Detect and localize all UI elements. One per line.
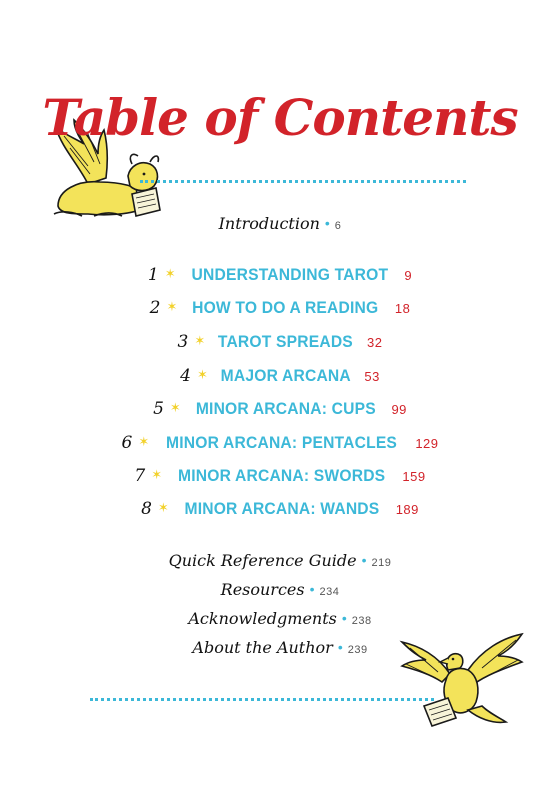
toc-chapter-8[interactable]	[0, 499, 560, 519]
chapter-number: 1	[147, 265, 159, 285]
dot-icon: •	[361, 552, 367, 568]
entry-page: 238	[351, 615, 372, 627]
chapter-page: 53	[364, 369, 380, 384]
chapter-title: MINOR ARCANA: SWORDS	[178, 466, 386, 485]
toc-chapter-2[interactable]	[0, 298, 560, 318]
toc-entry-quick-reference[interactable]	[0, 551, 560, 571]
chapter-number: 4	[180, 366, 191, 386]
entry-page: 6	[334, 220, 342, 232]
star-icon: ✶	[138, 434, 150, 449]
star-icon: ✶	[157, 500, 169, 515]
page-title: Table of Contents	[42, 88, 518, 147]
entry-label: Acknowledgments	[188, 609, 337, 628]
toc-chapter-1[interactable]	[0, 265, 560, 285]
chapter-number: 7	[134, 466, 146, 486]
top-dotted-divider	[140, 180, 466, 183]
chapter-title: MAJOR ARCANA	[220, 366, 351, 385]
toc-entry-introduction[interactable]	[0, 214, 560, 234]
eagle-with-book-icon	[398, 626, 526, 734]
star-icon: ✶	[196, 367, 208, 382]
star-icon: ✶	[169, 400, 181, 415]
dot-icon: •	[309, 581, 315, 597]
chapter-page: 159	[402, 469, 426, 484]
star-icon: ✶	[194, 333, 206, 348]
entry-page: 239	[347, 644, 368, 656]
star-icon: ✶	[164, 266, 176, 281]
toc-entry-resources[interactable]	[0, 580, 560, 600]
entry-label: Resources	[220, 580, 305, 599]
star-icon: ✶	[151, 467, 163, 482]
chapter-page: 9	[404, 268, 413, 283]
chapter-page: 32	[367, 335, 383, 350]
toc-chapter-3[interactable]	[0, 332, 560, 352]
chapter-title: UNDERSTANDING TAROT	[191, 265, 388, 284]
toc-chapter-4[interactable]	[0, 366, 560, 386]
chapter-page: 99	[391, 402, 407, 417]
bottom-dotted-divider	[90, 698, 434, 701]
entry-page: 219	[371, 557, 392, 569]
toc-chapter-5[interactable]	[0, 399, 560, 419]
chapter-page: 129	[415, 436, 439, 451]
chapter-number: 5	[153, 399, 164, 419]
chapter-number: 3	[177, 332, 189, 352]
chapter-number: 8	[141, 499, 152, 519]
star-icon: ✶	[166, 299, 178, 314]
chapter-number: 6	[121, 433, 133, 453]
chapter-title: MINOR ARCANA: PENTACLES	[166, 433, 398, 452]
entry-page: 234	[319, 586, 340, 598]
dot-icon: •	[337, 639, 343, 655]
chapter-title: MINOR ARCANA: CUPS	[195, 399, 376, 418]
chapter-number: 2	[149, 298, 161, 318]
chapter-title: MINOR ARCANA: WANDS	[184, 499, 380, 518]
toc-chapter-7[interactable]	[0, 466, 560, 486]
chapter-title: TAROT SPREADS	[218, 332, 354, 351]
chapter-page: 189	[395, 502, 419, 517]
toc-chapter-6[interactable]	[0, 433, 560, 453]
chapter-title: HOW TO DO A READING	[192, 298, 379, 317]
chapter-page: 18	[394, 301, 411, 316]
dot-icon: •	[324, 215, 330, 231]
entry-label: Quick Reference Guide	[168, 551, 357, 570]
entry-label: About the Author	[192, 638, 333, 657]
entry-label: Introduction	[218, 214, 320, 233]
dot-icon: •	[341, 610, 347, 626]
